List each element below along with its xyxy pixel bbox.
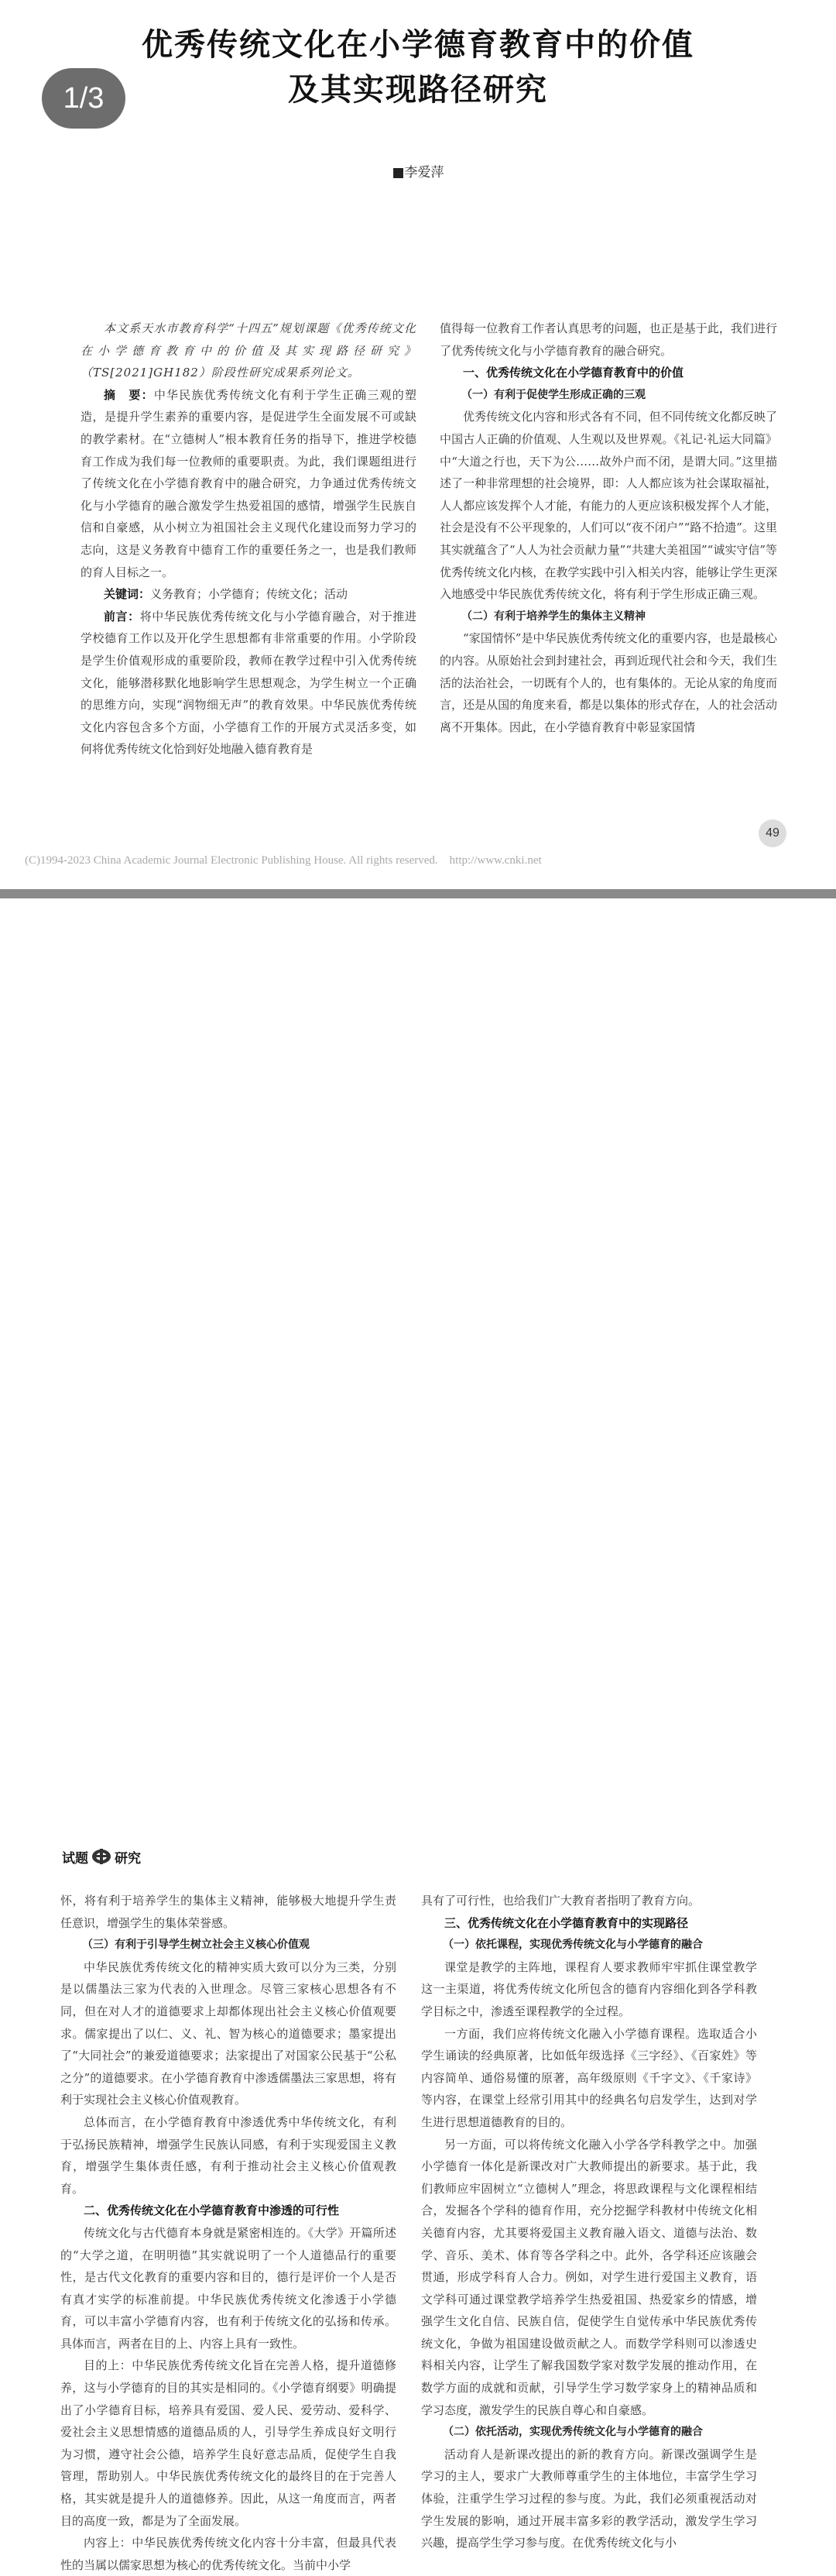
section-heading	[421, 1934, 757, 1956]
page2-right-column	[421, 1890, 757, 2554]
paragraph-text: 一、优秀传统文化在小学德育教育中的价值	[463, 366, 684, 380]
paragraph	[60, 2111, 396, 2200]
paragraph-text: 二、优秀传统文化在小学德育教育中渗透的可行性	[84, 2203, 340, 2218]
paragraph	[81, 318, 416, 384]
paragraph-text: 另一方面，可以将传统文化融入小学各学科教学之中。加强小学德育一体化是新课改对广大教师提出的新要求。基于此，我们教师应牢固树立“立德树人”理念，将思政课程与文化课程相结合，发掘各个学科的德育作用，充分挖掘学科教材中传统文化相关德育内容，尤其要将爱国主义教育融入语文、道德与法治、数学、音乐、美术、体育等各学科之中。此外，各学科还应该融会贯通，形成学科育人合力。例如，对学生进行爱国主义教育，语文学科可通过课堂教学培养学生热爱祖国、热爱家乡的情感，增强学生文化自信、民族自信，促使学生自觉传承中华民族优秀传统文化，争做为祖国建设做贡献之人。而数学学科则可以渗透史料相关内容，让学生了解我国数学家对数学发展的推动作用，在数学方面的成就和贡献，引导学生学习数学家身上的精神品质和学习态度，激发学生的民族自尊心和自豪感。	[421, 2137, 757, 2417]
paragraph-text: 三、优秀传统文化在小学德育教育中的实现路径	[444, 1915, 689, 1930]
article-title-line-2: 及其实现路径研究	[288, 72, 548, 108]
page-separator	[0, 889, 836, 898]
page1-right-column	[440, 318, 777, 738]
paragraph-text: 优秀传统文化内容和形式各有不同，但不同传统文化都反映了中国古人正确的价值观、人生观以及世界观。《礼记·礼运大同篇》中“大道之行也，天下为公……故外户而不闭，是谓大同。”这里描述了一种非常理想的社会境界，即：人人都应该为社会谋取福祉，人人都应该发挥个人才能，有能力的人更应该积极发挥个人才能，社会是没有不公平现象的，人们可以“夜不闭户”“路不拾遗”。这里其实就蕴含了“人人为社会贡献力量”“共建大美祖国”“诚实守信”等优秀传统文化内核，在教学实践中引入相关内容，能够让学生更深入地感受中华民族优秀传统文化，将有利于学生形成正确三观。	[440, 410, 778, 602]
paragraph	[81, 384, 416, 583]
paragraph	[421, 1890, 757, 1912]
paragraph-text: 具有了可行性，也给我们广大教育者指明了教育方向。	[421, 1894, 701, 1908]
section-heading	[440, 606, 777, 628]
paragraph	[421, 2444, 757, 2554]
section-heading	[440, 384, 777, 407]
document-page-1	[0, 0, 836, 889]
page-indicator[interactable]: 1/3	[42, 68, 125, 129]
section-heading	[421, 2421, 757, 2444]
paragraph-text: 义务教育；小学德育；传统文化；活动	[150, 587, 348, 602]
page2-left-column	[60, 1890, 396, 2576]
paragraph-label: 前言：	[104, 609, 140, 623]
article-author: ■李爱萍	[392, 165, 444, 180]
paragraph	[421, 2134, 757, 2422]
journal-column-header	[62, 1845, 141, 1868]
paragraph-text: 课堂是教学的主阵地，课程育人要求教师牢牢抓住课堂教学这一主渠道，将优秀传统文化所包含的德育内容细化到各学科教学目标之中，渗透至课程教学的全过程。	[421, 1959, 757, 2018]
paragraph	[440, 318, 777, 362]
paragraph-text: 中华民族优秀传统文化的精神实质大致可以分为三类，分别是以儒墨法三家为代表的入世理念。尽管三家核心思想各有不同，但在对人才的道德要求上却都体现出社会主义核心价值观要求。儒家提出了以仁、义、礼、智为核心的道德要求；墨家提出了“大同社会”的兼爱道德要求；法家提出了对国家公民基于“公私之分”的道德要求。在小学德育教育中渗透儒墨法三家思想，将有利于实现社会主义核心价值观教育。	[60, 1959, 396, 2107]
journal-header-right: 研究	[115, 1850, 141, 1867]
paragraph-text: 本文系天水市教育科学“十四五”规划课题《优秀传统文化在小学德育教育中的价值及其实现路径研究》（TS[2021]GH182）阶段性研究成果系列论文。	[81, 321, 416, 380]
paragraph-text: （二）依托活动，实现优秀传统文化与小学德育的融合	[443, 2426, 703, 2439]
paragraph-label: 关键词：	[104, 587, 151, 602]
paragraph-label: 摘 要：	[104, 387, 154, 402]
paragraph-text: 将中华民族优秀传统文化与小学德育融合，对于推进学校德育工作以及开化学生思想都有非常重要的作用。小学阶段是学生价值观形成的重要阶段，教师在教学过程中引入优秀传统文化，能够潜移默化地影响学生思想观念，为学生树立一个正确的思维方向，实现“润物细无声”的教育效果。中华民族优秀传统文化内容包含多个方面，小学德育工作的开展方式灵活多变，如何将优秀传统文化恰到好处地融入德育教育是	[81, 609, 416, 757]
paragraph-text: （一）依托课程，实现优秀传统文化与小学德育的融合	[443, 1939, 703, 1952]
paragraph-text: 活动育人是新课改提出的新的教育方向。新课改强调学生是学习的主人，要求广大教师尊重学生的主体地位，丰富学生学习体验，注重学生学习过程的参与度。为此，我们必须重视活动对学生发展的影响，通过开展丰富多彩的教学活动，激发学生学习兴趣，提高学生学习参与度。在优秀传统文化与小	[421, 2447, 757, 2550]
section-heading	[421, 1912, 757, 1935]
journal-logo-icon	[91, 1847, 112, 1866]
paragraph	[81, 606, 416, 761]
paragraph	[440, 627, 777, 738]
section-heading	[60, 1934, 396, 1956]
document-page-2	[0, 898, 836, 2572]
section-heading	[440, 362, 777, 384]
paragraph-text: 目的上：中华民族优秀传统文化旨在完善人格，提升道德修养，这与小学德育的目的其实是相同的。《小学德育纲要》明确提出了小学德育目标，培养具有爱国、爱人民、爱劳动、爱科学、爱社会主义思想情感的道德品质的人，引导学生养成良好文明行为习惯，遵守社会公德，培养学生良好意志品质，促使学生自我管理，帮助别人。中华民族优秀传统文化的最终目的在于完善人格，其实就是提升人的道德修养。因此，从这一角度而言，两者目的高度一致，都是为了全面发展。	[60, 2358, 396, 2528]
paragraph-text: “家国情怀”是中华民族优秀传统文化的重要内容，也是最核心的内容。从原始社会到封建社会，再到近现代社会和今天，我们生活的法治社会，一切既有个人的，也有集体的。无论从家的角度而言，还是从国的角度来看，都是以集体的形式存在，人的社会活动离不开集体。因此，在小学德育教育中彰显家国情	[440, 631, 777, 734]
paragraph-text: 值得每一位教育工作者认真思考的问题，也正是基于此，我们进行了优秀传统文化与小学德育教育的融合研究。	[440, 321, 777, 358]
paragraph-text: 中华民族优秀传统文化有利于学生正确三观的塑造，是提升学生素养的重要内容，是促进学生全面发展不可或缺的教学素材。在“立德树人”根本教育任务的指导下，推进学校德育工作成为我们每一位教师的重要职责。为此，我们课题组进行了传统文化在小学德育教育中的融合研究，力争通过优秀传统文化与小学德育的融合激发学生热爱祖国的感情，增强学生民族自信和自豪感，从小树立为祖国社会主义现代化建设而努力学习的志向，这是义务教育中德育工作的重要任务之一，也是我们教师的育人目标之一。	[81, 387, 416, 579]
paragraph-text: （三）有利于引导学生树立社会主义核心价值观	[82, 1939, 310, 1952]
journal-header-left: 试题	[62, 1850, 88, 1867]
paragraph-text: 一方面，我们应将传统文化融入小学德育课程。选取适合小学生诵读的经典原著，比如低年级选择《三字经》、《百家姓》等内容简单、通俗易懂的原著，高年级原则《千字文》、《千家诗》等内容，在课堂上经常引用其中的经典名句启发学生，达到对学生进行思想道德教育的目的。	[421, 2026, 757, 2129]
copyright-footer: (C)1994-2023 China Academic Journal Electronic Publishing House. All rights reserved. http://www.cnki.net	[25, 854, 542, 867]
page1-left-column	[81, 318, 416, 761]
paragraph-text: （二）有利于培养学生的集体主义精神	[461, 610, 646, 623]
paragraph	[81, 583, 416, 606]
paragraph	[421, 1956, 757, 2023]
paragraph-text: 内容上：中华民族优秀传统文化内容十分丰富，但最具代表性的当属以儒家思想为核心的优秀传统文化。当前中小学	[60, 2536, 396, 2572]
paragraph	[440, 406, 777, 605]
paragraph-text: （一）有利于促使学生形成正确的三观	[461, 388, 646, 401]
article-title-line-1: 优秀传统文化在小学德育教育中的价值	[142, 27, 694, 63]
paragraph	[60, 2354, 396, 2532]
paragraph	[60, 2222, 396, 2355]
paragraph-text: 怀，将有利于培养学生的集体主义精神，能够极大地提升学生责任意识，增强学生的集体荣誉感。	[60, 1894, 396, 1930]
page-number-badge: 49	[759, 819, 786, 847]
section-heading	[60, 2200, 396, 2222]
paragraph	[60, 2532, 396, 2576]
paragraph-text: 传统文化与古代德育本身就是紧密相连的。《大学》开篇所述的“大学之道，在明明德”其实就说明了一个人道德品行的重要性，是古代文化教育的重要内容和目的，德行是评价一个人是否有真才实学的标准前提。中华民族优秀传统文化渗透于小学德育，可以丰富小学德育内容，也有利于传统文化的弘扬和传承。具体而言，两者在目的上、内容上具有一致性。	[60, 2225, 396, 2351]
paragraph-text: 总体而言，在小学德育教育中渗透优秀中华传统文化，有利于弘扬民族精神，增强学生民族认同感，有利于实现爱国主义教育，增强学生集体责任感，有利于推动社会主义核心价值观教育。	[60, 2114, 396, 2196]
paragraph	[421, 2023, 757, 2134]
paragraph	[60, 1890, 396, 1934]
paragraph	[60, 1956, 396, 2111]
